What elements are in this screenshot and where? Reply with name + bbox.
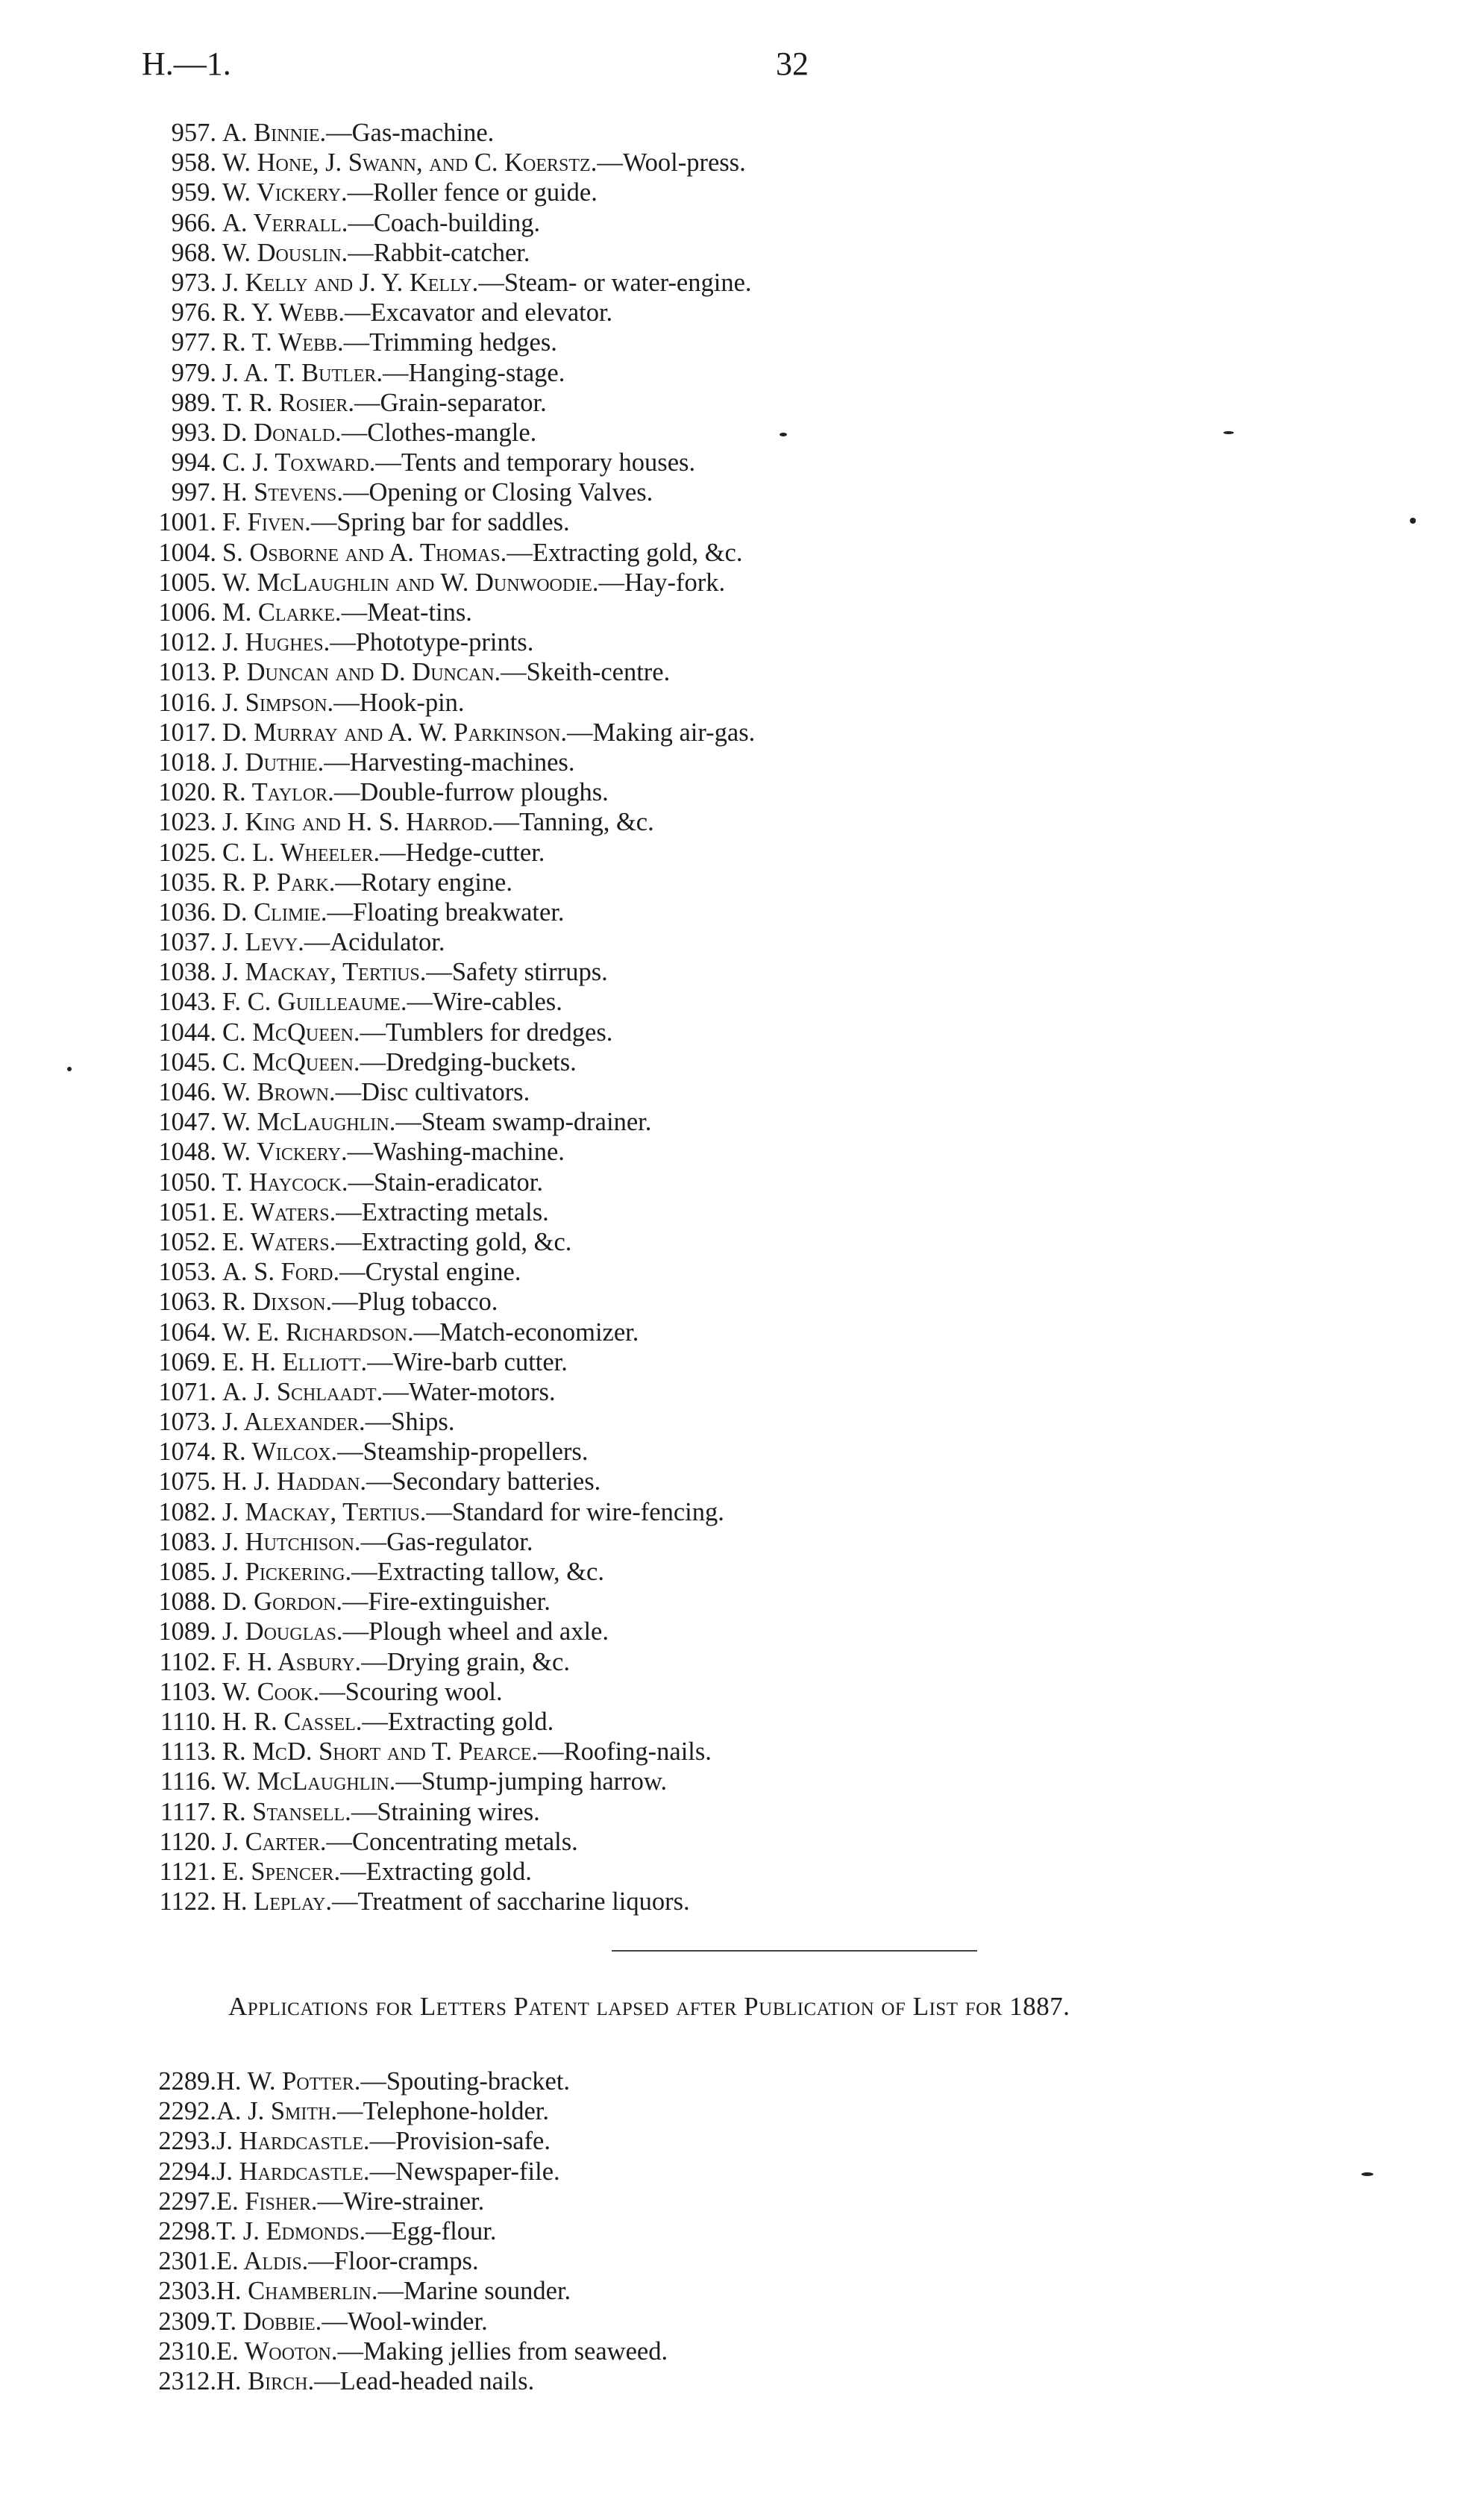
entry-number: 2292. (158, 2097, 216, 2126)
entry-number: 1046. (158, 1078, 216, 1106)
entry-number: 1122. (159, 1887, 216, 1916)
invention-description: —Steamship-propellers. (337, 1438, 589, 1467)
invention-description: —Newspaper-file. (369, 2157, 560, 2186)
invention-description: —Spouting-bracket. (360, 2067, 571, 2096)
entry-text (222, 238, 530, 268)
entry-number: 1006. (158, 598, 216, 627)
entry-text (222, 1437, 588, 1467)
entry-number: 1023. (158, 808, 216, 837)
entry-number: 958. (171, 148, 216, 178)
entry-number: 1025. (158, 838, 216, 867)
applicant-name: E. Fisher. (216, 2187, 318, 2216)
entry-text (222, 1857, 532, 1887)
applicant-name: W. Brown. (222, 1078, 336, 1106)
entry-number: 1037. (158, 928, 216, 957)
applicant-name: T. Haycock. (222, 1167, 348, 1197)
applicant-name: A. J. Schlaadt. (222, 1377, 383, 1406)
entry-text (222, 1227, 571, 1257)
applicant-name: A. Verrall. (222, 208, 348, 237)
entry-number: 1110. (160, 1707, 216, 1736)
invention-description: —Wire-cables. (407, 988, 562, 1017)
applicant-name: T. R. Rosier. (222, 388, 355, 417)
invention-description: —Rotary engine. (335, 868, 512, 897)
applicant-name: H. Stevens. (222, 478, 343, 507)
entry-number: 1102. (159, 1647, 216, 1676)
invention-description: —Match-economizer. (413, 1317, 639, 1347)
entry-text (222, 1137, 565, 1167)
applicant-name: R. Taylor. (222, 778, 334, 807)
entry-number: 1082. (158, 1497, 216, 1526)
invention-description: —Hanging-stage. (383, 358, 565, 387)
invention-description: —Gas-machine. (326, 119, 495, 147)
applicant-name: J. Mackay, Tertius. (222, 958, 427, 987)
entry-number: 957. (171, 119, 216, 147)
entry-text (222, 1077, 530, 1107)
entry-number: 1036. (158, 897, 216, 927)
applicant-name: E. Waters. (222, 1197, 336, 1226)
invention-description: —Stain-eradicator. (348, 1167, 543, 1197)
invention-description: —Wire-strainer. (317, 2187, 485, 2216)
applicant-name: D. Murray and A. W. Parkinson. (222, 718, 567, 747)
invention-description: —Gas-regulator. (360, 1527, 533, 1556)
invention-description: —Roller fence or guide. (347, 178, 598, 207)
entry-text (222, 1617, 609, 1646)
entry-text (222, 1377, 556, 1407)
entry-text (216, 2307, 488, 2336)
entry-number: 1048. (158, 1138, 216, 1167)
invention-description: —Marine sounder. (377, 2277, 571, 2306)
invention-description: —Acidulator. (304, 928, 445, 957)
applicant-name: D. Gordon. (222, 1587, 343, 1617)
invention-description: —Fire-extinguisher. (342, 1587, 551, 1617)
applicant-name: J. Hutchison. (222, 1527, 361, 1556)
entry-number: 1043. (158, 988, 216, 1017)
entry-number: 993. (171, 418, 216, 447)
entry-text (216, 2246, 479, 2276)
print-speck (1361, 2172, 1373, 2176)
invention-description: —Floating breakwater. (327, 897, 565, 927)
invention-description: —Making jellies from seaweed. (337, 2336, 668, 2366)
applicant-name: W. McLaughlin and W. Dunwoodie. (222, 568, 599, 597)
applicant-name: J. Douglas. (222, 1617, 343, 1646)
entry-number: 1001. (158, 508, 216, 537)
entry-text (222, 477, 653, 507)
entry-number: 1085. (158, 1558, 216, 1586)
entry-number: 1020. (158, 778, 216, 807)
entry-text (222, 1827, 578, 1857)
applicant-name: J. Alexander. (222, 1408, 366, 1437)
invention-description: —Extracting gold, &c. (336, 1227, 572, 1256)
entry-number: 1035. (158, 868, 216, 897)
entry-number: 1083. (158, 1527, 216, 1556)
print-speck (1410, 518, 1416, 524)
entry-text (222, 987, 562, 1017)
print-speck (67, 1067, 72, 1071)
entry-number: 968. (171, 238, 216, 267)
invention-description: —Provision-safe. (369, 2127, 551, 2156)
entry-number: 2309. (158, 2307, 216, 2336)
applicant-name: H. W. Potter. (216, 2067, 361, 2096)
entry-text (216, 2276, 571, 2306)
invention-description: —Floor-cramps. (308, 2247, 479, 2276)
invention-description: —Steam- or water-engine. (478, 268, 752, 297)
entry-text (216, 2366, 534, 2396)
applicant-name: W. Hone, J. Swann, and C. Koerstz. (222, 148, 598, 178)
entry-number: 2312. (158, 2366, 216, 2395)
entry-number: 989. (171, 388, 216, 417)
entry-text (222, 1887, 690, 1916)
applicant-name: E. Aldis. (216, 2247, 309, 2276)
entry-text (222, 1167, 543, 1197)
entry-text (222, 598, 472, 627)
entry-text (222, 1107, 651, 1137)
applicant-name: R. Wilcox. (222, 1438, 338, 1467)
invention-description: —Dredging-buckets. (360, 1047, 577, 1076)
entry-number: 1071. (158, 1377, 216, 1406)
applicant-name: R. Dixson. (222, 1288, 333, 1317)
entry-number: 2294. (158, 2157, 216, 2186)
entry-number: 1103. (159, 1677, 216, 1706)
applicant-name: W. Cook. (222, 1677, 320, 1706)
applicant-name: A. S. Ford. (222, 1258, 340, 1287)
applicant-name: W. Douslin. (222, 238, 348, 267)
applicant-name: E. Waters. (222, 1227, 336, 1256)
entry-number: 2303. (158, 2277, 216, 2306)
entry-text (222, 1797, 540, 1827)
applicant-name: A. J. Smith. (216, 2097, 337, 2126)
entry-text (222, 507, 570, 537)
invention-description: —Stump-jumping harrow. (395, 1767, 668, 1796)
applicant-name: J. Carter. (222, 1827, 327, 1856)
entry-number: 1051. (158, 1197, 216, 1226)
applicant-name: D. Donald. (222, 418, 342, 447)
page-reference: H.—1. (142, 46, 231, 82)
invention-description: —Phototype-prints. (330, 628, 534, 657)
invention-description: —Extracting gold. (362, 1707, 554, 1736)
invention-description: —Hook-pin. (333, 688, 465, 717)
entry-text (222, 897, 565, 927)
entry-text (216, 2126, 551, 2156)
entry-number: 1116. (160, 1767, 216, 1796)
entry-text (216, 2216, 497, 2246)
entry-text (222, 1587, 551, 1617)
entry-text (216, 2336, 668, 2366)
invention-description: —Harvesting-machines. (324, 747, 575, 777)
applicant-name: D. Climie. (222, 897, 327, 927)
entry-text (222, 1497, 724, 1527)
entry-text (222, 1197, 549, 1227)
invention-description: —Making air-gas. (567, 718, 756, 747)
entry-text (222, 1407, 454, 1437)
invention-description: —Extracting tallow, &c. (351, 1558, 604, 1586)
entry-number: 1089. (158, 1617, 216, 1646)
entry-text (222, 868, 512, 897)
applicant-name: W. McLaughlin. (222, 1108, 396, 1137)
entry-text (222, 657, 670, 687)
entry-text (222, 388, 547, 418)
entry-text (222, 418, 536, 448)
invention-description: —Secondary batteries. (366, 1467, 601, 1496)
applicant-name: R. P. Park. (222, 868, 336, 897)
entry-text (222, 1257, 521, 1287)
entry-number: 973. (171, 268, 216, 297)
entry-number: 2301. (158, 2247, 216, 2276)
entry-number: 997. (171, 478, 216, 507)
invention-description: —Treatment of saccharine liquors. (332, 1887, 690, 1916)
entry-text (222, 1287, 498, 1317)
invention-description: —Plough wheel and axle. (342, 1617, 609, 1646)
invention-description: —Grain-separator. (354, 388, 547, 417)
applicant-name: E. Wooton. (216, 2336, 338, 2366)
applicant-name: E. Spencer. (222, 1857, 341, 1886)
invention-description: —Wool-winder. (322, 2307, 488, 2336)
invention-description: —Drying grain, &c. (361, 1647, 570, 1676)
applicant-name: J. King and H. S. Harrod. (222, 808, 494, 837)
invention-description: —Tumblers for dredges. (360, 1018, 613, 1047)
entry-number: 1045. (158, 1047, 216, 1076)
entry-number: 1075. (158, 1467, 216, 1496)
invention-description: —Hay-fork. (598, 568, 726, 597)
entry-text (222, 807, 654, 837)
applicant-name: P. Duncan and D. Duncan. (222, 658, 501, 687)
invention-description: —Plug tobacco. (332, 1288, 498, 1317)
entry-text (222, 1467, 601, 1496)
invention-description: —Roofing-nails. (538, 1737, 712, 1767)
applicant-name: R. McD. Short and T. Pearce. (222, 1737, 539, 1767)
applicant-name: M. Clarke. (222, 598, 342, 627)
entry-text (222, 777, 609, 807)
entry-number: 1121. (159, 1857, 216, 1886)
applicant-name: J. Duthie. (222, 747, 324, 777)
applicant-name: C. J. Toxward. (222, 448, 376, 477)
invention-description: —Crystal engine. (339, 1258, 521, 1287)
applicant-name: J. Pickering. (222, 1558, 352, 1586)
entry-text (222, 1677, 503, 1707)
invention-description: —Coach-building. (348, 208, 541, 237)
entry-number: 1063. (158, 1288, 216, 1317)
entry-text (222, 718, 755, 747)
entry-text (216, 2157, 560, 2187)
entry-number: 1016. (158, 688, 216, 717)
entry-text (222, 1767, 667, 1796)
entry-text (222, 1047, 577, 1077)
entry-text (222, 1317, 639, 1347)
entry-number: 2289. (158, 2067, 216, 2096)
entry-text (222, 148, 746, 178)
entry-number: 1013. (158, 658, 216, 687)
applicant-name: F. H. Asbury. (222, 1647, 362, 1676)
entry-number: 1044. (158, 1018, 216, 1047)
entry-number: 1018. (158, 747, 216, 777)
invention-description: —Opening or Closing Valves. (342, 478, 653, 507)
invention-description: —Lead-headed nails. (314, 2366, 535, 2395)
invention-description: —Clothes-mangle. (341, 418, 537, 447)
entry-number: 1053. (158, 1258, 216, 1287)
invention-description: —Disc cultivators. (335, 1078, 530, 1106)
entry-text (222, 1018, 612, 1047)
section-divider (612, 1950, 977, 1952)
entry-text (222, 268, 752, 298)
applicant-name: C. McQueen. (222, 1018, 360, 1047)
entry-text (222, 178, 598, 207)
entry-number: 976. (171, 298, 216, 327)
entry-text (222, 627, 533, 657)
invention-description: —Washing-machine. (347, 1138, 565, 1167)
entry-number: 994. (171, 448, 216, 477)
entry-number: 1074. (158, 1438, 216, 1467)
applicant-name: H. Birch. (216, 2366, 315, 2395)
entry-text (222, 957, 608, 987)
applicant-name: J. Hardcastle. (216, 2127, 370, 2156)
entry-number: 1069. (158, 1347, 216, 1376)
entry-text (222, 688, 465, 718)
entry-number: 1050. (158, 1167, 216, 1197)
entry-number: 2310. (158, 2336, 216, 2366)
applicant-name: H. R. Cassel. (222, 1707, 363, 1736)
entry-number: 1017. (158, 718, 216, 747)
applicant-name: W. Vickery. (222, 1138, 348, 1167)
entry-number: 1073. (158, 1408, 216, 1437)
entry-text (222, 1557, 604, 1587)
applicant-name: H. Leplay. (222, 1887, 332, 1916)
entry-text (222, 118, 494, 148)
invention-description: —Spring bar for saddles. (310, 508, 570, 537)
entry-text (216, 2066, 570, 2096)
applicant-name: S. Osborne and A. Thomas. (222, 538, 507, 567)
applicant-name: J. Simpson. (222, 688, 334, 717)
invention-description: —Steam swamp-drainer. (395, 1108, 652, 1137)
entry-text (216, 2096, 549, 2126)
print-speck (1223, 431, 1234, 434)
entry-number: 2293. (158, 2127, 216, 2156)
entry-number: 1120. (159, 1827, 216, 1856)
entry-number: 1052. (158, 1227, 216, 1256)
invention-description: —Ships. (365, 1408, 455, 1437)
invention-description: —Extracting gold. (340, 1857, 532, 1886)
applicant-name: R. T. Webb. (222, 328, 344, 357)
invention-description: —Straining wires. (351, 1797, 540, 1826)
entry-text (222, 327, 557, 357)
entry-text (222, 747, 574, 777)
applicant-name: C. McQueen. (222, 1047, 360, 1076)
applicant-name: J. Hardcastle. (216, 2157, 370, 2186)
applicant-name: J. Kelly and J. Y. Kelly. (222, 268, 479, 297)
entry-number: 1064. (158, 1317, 216, 1347)
invention-description: —Trimming hedges. (343, 328, 557, 357)
applicant-name: F. Fiven. (222, 508, 311, 537)
entry-number: 966. (171, 208, 216, 237)
invention-description: —Wool-press. (597, 148, 746, 178)
entry-number: 1088. (158, 1587, 216, 1617)
invention-description: —Extracting gold, &c. (507, 538, 743, 567)
applicant-name: A. Binnie. (222, 119, 327, 147)
applicant-name: J. Hughes. (222, 628, 330, 657)
entry-number: 959. (171, 178, 216, 207)
applicant-name: W. McLaughlin. (222, 1767, 396, 1796)
invention-description: —Tanning, &c. (493, 808, 654, 837)
applicant-name: R. Y. Webb. (222, 298, 345, 327)
entry-text (222, 208, 540, 238)
invention-description: —Tents and temporary houses. (375, 448, 696, 477)
applicant-name: J. A. T. Butler. (222, 358, 383, 387)
applicant-name: F. C. Guilleaume. (222, 988, 407, 1017)
entry-number: 1117. (160, 1797, 216, 1826)
print-speck (780, 433, 787, 436)
entry-text (222, 358, 565, 388)
applicant-name: E. H. Elliott. (222, 1347, 368, 1376)
page-number: 32 (776, 46, 809, 82)
applicant-name: W. E. Richardson. (222, 1317, 414, 1347)
section-heading: Applications for Letters Patent lapsed after Publication of List for 1887. (228, 1992, 1070, 2021)
entry-number: 1113. (160, 1737, 216, 1767)
invention-description: —Egg-flour. (366, 2216, 497, 2245)
entry-text (222, 568, 725, 598)
applicant-name: H. Chamberlin. (216, 2277, 378, 2306)
entry-text (222, 538, 743, 568)
invention-description: —Rabbit-catcher. (348, 238, 530, 267)
entry-text (222, 298, 612, 327)
invention-description: —Meat-tins. (341, 598, 472, 627)
invention-description: —Standard for wire-fencing. (426, 1497, 724, 1526)
entry-text (222, 1347, 568, 1377)
entry-text (222, 927, 445, 957)
entry-number: 1004. (158, 538, 216, 567)
applicant-name: J. Mackay, Tertius. (222, 1497, 427, 1526)
entry-text (222, 1527, 533, 1557)
entry-number: 1005. (158, 568, 216, 597)
invention-description: —Concentrating metals. (326, 1827, 578, 1856)
invention-description: —Safety stirrups. (426, 958, 608, 987)
entry-text (216, 2187, 484, 2216)
applicant-name: C. L. Wheeler. (222, 838, 380, 867)
invention-description: —Extracting metals. (336, 1197, 549, 1226)
invention-description: —Double-furrow ploughs. (333, 778, 609, 807)
entry-text (222, 1647, 570, 1677)
entry-text (222, 1707, 554, 1737)
applicant-name: T. Dobbie. (216, 2307, 322, 2336)
applicant-name: T. J. Edmonds. (216, 2216, 366, 2245)
invention-description: —Excavator and elevator. (344, 298, 613, 327)
entry-number: 1012. (158, 628, 216, 657)
invention-description: —Skeith-centre. (501, 658, 671, 687)
entry-number: 979. (171, 358, 216, 387)
invention-description: —Telephone-holder. (336, 2097, 550, 2126)
applicant-name: H. J. Haddan. (222, 1467, 367, 1496)
applicant-name: W. Vickery. (222, 178, 348, 207)
applicant-name: J. Levy. (222, 928, 304, 957)
invention-description: —Scouring wool. (319, 1677, 503, 1706)
entry-text (222, 838, 545, 868)
invention-description: —Water-motors. (383, 1377, 556, 1406)
entry-text (222, 448, 695, 477)
entry-number: 1047. (158, 1108, 216, 1137)
entry-number: 977. (171, 328, 216, 357)
applicant-name: R. Stansell. (222, 1797, 351, 1826)
entry-text (222, 1737, 712, 1767)
entry-number: 2297. (158, 2187, 216, 2216)
entry-number: 1038. (158, 958, 216, 987)
invention-description: —Wire-barb cutter. (367, 1347, 568, 1376)
entry-number: 2298. (158, 2216, 216, 2245)
invention-description: —Hedge-cutter. (380, 838, 545, 867)
